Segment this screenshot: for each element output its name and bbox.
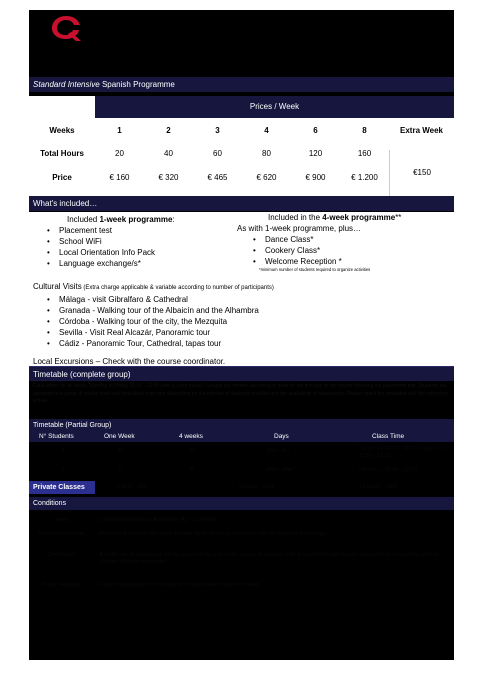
condition-value: Minimum 4 students per class. If fewer students enrol, class time may be reduced accordingly.	[99, 531, 328, 537]
condition-value: Public holidays are not included and classes will not be recovered.	[99, 582, 261, 588]
col-class-time: Class Time	[372, 433, 405, 440]
private-price: 10 hours - 230€	[359, 484, 398, 490]
price-table	[29, 96, 454, 196]
one-week-title	[67, 215, 175, 224]
private-price: 5 hours - 120€	[239, 484, 275, 490]
partial-group-bar: Timetable (Partial Group)	[29, 419, 454, 432]
four-week-title	[268, 213, 401, 222]
table-cell: Mon - Wed	[267, 467, 294, 473]
one-week-list	[45, 225, 155, 269]
hours-cell: 120	[308, 149, 323, 158]
condition-key: Levels	[53, 517, 69, 523]
price-cell: € 620	[256, 173, 277, 182]
weeks-label: Weeks	[49, 126, 75, 135]
local-excursions: Local Excursions – Check with the course coordinator.	[33, 357, 226, 366]
four-week-title-post: **	[395, 213, 402, 222]
one-week-title-bold: 1-week programme	[99, 215, 173, 224]
private-price: 1 hour - 25€	[117, 484, 147, 490]
school-logo-icon	[49, 14, 83, 42]
extra-week-label: Extra Week	[400, 126, 443, 135]
extra-week-price: €150	[389, 150, 454, 196]
timetable-text: Class times for all levels: Monday to Friday 09:00 - 13:00 (with a short break). Groups are formed according to level on the first day of the course following the placement test. Students are assigned to a group of similar level and timetables may vary depending on the number of students enrolled and the availability of classrooms. Please check the timetable with the school on arrival.	[33, 383, 448, 404]
hours-cell: 40	[164, 149, 173, 158]
cultural-visits-title	[33, 282, 274, 291]
weeks-cell: 1	[117, 126, 122, 135]
conditions-bar: Conditions	[29, 497, 454, 510]
brochure-page	[29, 10, 454, 660]
timetable-bar: Timetable (complete group)	[29, 366, 454, 381]
price-cell: € 160	[109, 173, 130, 182]
cultural-title: Cultural Visits	[33, 282, 82, 291]
programme-bar	[29, 77, 454, 92]
weeks-cell: 4	[264, 126, 269, 135]
condition-value: Complete Beginner to Advanced (A1 - C2 levels).	[99, 517, 219, 523]
price-cell: € 1.200	[351, 173, 378, 182]
col-one-week: One Week	[104, 433, 135, 440]
condition-key: Minimum Students	[38, 531, 84, 537]
list-item: • School WiFi	[45, 236, 155, 247]
prices-header: Prices / Week	[95, 96, 454, 118]
list-item: • Córdoba - Walking tour of the city, the Mezquita	[45, 316, 259, 327]
four-week-title-bold: 4-week programme	[322, 213, 396, 222]
cultural-note: (Extra charge applicable & variable according to number of participants)	[81, 285, 274, 291]
list-item: • Dance Class*	[251, 234, 342, 245]
programme-name-rest: Spanish Programme	[99, 80, 175, 89]
col-days: Days	[274, 433, 289, 440]
partial-table-body	[29, 442, 454, 480]
table-cell: 3	[61, 467, 65, 473]
condition-value: A certificate of attendance will be issued at the end of the course to students with at least 80% attendance, stating the level reached and the number of hours completed.	[99, 552, 439, 565]
col-students: N° Students	[39, 433, 74, 440]
list-item: • Local Orientation Info Pack	[45, 247, 155, 258]
list-item: • Granada - Walking tour of the Albaicín and the Alhambra	[45, 305, 259, 316]
list-item: • Welcome Reception *	[251, 256, 342, 267]
list-item: • Language exchange/s*	[45, 258, 155, 269]
included-section	[29, 212, 454, 368]
one-week-title-post: :	[172, 215, 175, 224]
programme-name-italic: Standard Intensive	[33, 80, 100, 89]
minimum-students-note: *minimum number of students required to organize activities	[259, 267, 371, 272]
weeks-cell: 6	[313, 126, 318, 135]
list-item: • Cookery Class*	[251, 245, 342, 256]
hours-label: Total Hours	[40, 149, 84, 158]
weeks-cell: 3	[215, 126, 220, 135]
table-cell: 4	[61, 448, 65, 454]
weeks-cell: 8	[362, 126, 367, 135]
table-cell: 12	[118, 467, 125, 473]
one-week-title-pre: Included	[67, 215, 100, 224]
table-cell: 96	[189, 467, 196, 473]
price-cell: € 465	[207, 173, 228, 182]
four-week-title-pre: Included in the	[268, 213, 323, 222]
table-cell: Option 1 - 09:00 - 11:00 / Option 2 - 11:30 - 13:30	[359, 446, 446, 459]
price-label: Price	[52, 173, 72, 182]
header	[29, 10, 454, 72]
hours-cell: 160	[357, 149, 372, 158]
col-four-weeks: 4 weeks	[179, 433, 203, 440]
condition-key: Certificates	[47, 552, 75, 558]
weeks-cell: 2	[166, 126, 171, 135]
private-classes-label: Private Classes	[29, 481, 95, 494]
list-item: • Málaga - visit Gibralfaro & Cathedral	[45, 294, 259, 305]
list-item: • Placement test	[45, 225, 155, 236]
partial-table-header	[29, 432, 454, 442]
hours-cell: 20	[115, 149, 124, 158]
hours-cell: 60	[213, 149, 222, 158]
table-cell: 10	[118, 448, 125, 454]
list-item: • Cádiz - Panoramic Tour, Cathedral, tapas tour	[45, 338, 259, 349]
list-item: • Sevilla - Visit Real Alcazár, Panoramic tour	[45, 327, 259, 338]
hours-cell: 80	[262, 149, 271, 158]
cultural-list	[45, 294, 259, 349]
four-week-list	[251, 234, 342, 267]
table-cell: Option 3 - 15:00 - 17:00	[359, 467, 418, 473]
price-cell: € 320	[158, 173, 179, 182]
table-cell: 90	[189, 448, 196, 454]
four-week-subtitle: As with 1-week programme, plus…	[237, 224, 362, 233]
included-bar: What's included…	[29, 196, 454, 211]
condition-key: Public Holidays	[42, 582, 80, 588]
price-cell: € 900	[305, 173, 326, 182]
table-cell: Mon - Fri	[267, 448, 289, 454]
